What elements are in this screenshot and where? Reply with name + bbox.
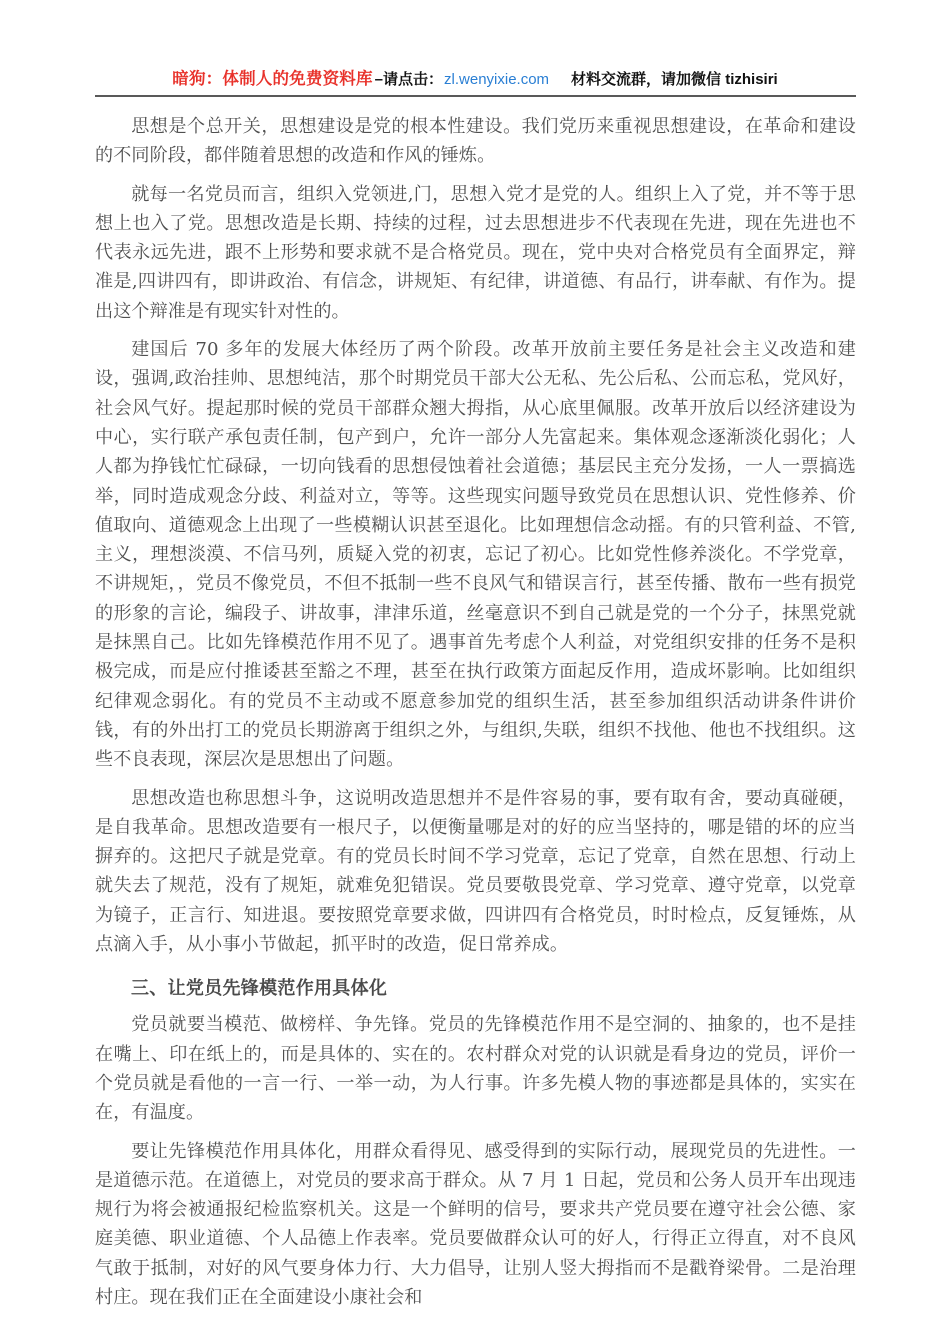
body-paragraph: 党员就要当模范、做榜样、争先锋。党员的先锋模范作用不是空洞的、抽象的，也不是挂在嘴上、印在纸上的，而是具体的、实在的。农村群众对党的认识就是看身边的党员，评价一个党员就是看他的一言一行、一举一动，为人行事。许多先模人物的事迹都是具体的，实实在在，有温度。 <box>95 1014 856 1124</box>
section-heading: 三、让党员先锋模范作用具体化 <box>131 978 388 999</box>
body-paragraph: 就每一名党员而言，组织入党领进,门，思想入党才是党的人。组织上入了党，并不等于思想上也入了党。思想改造是长期、持续的过程，过去思想进步不代表现在先进，现在先进也不代表永远先进，跟不上形势和要求就不是合格党员。现在，党中央对合格党员有全面界定，辩准是,四讲四有，即讲政治、有信念，讲规矩、有纪律，讲道德、有品行，讲奉献、有作为。提出这个辩准是有现实针对性的。 <box>95 183 856 322</box>
header-brand-text: 暗狗：体制人的免费资料库 <box>172 69 373 88</box>
body-paragraph: 思想改造也称思想斗争，这说明改造思想并不是件容易的事，要有取有舍，要动真碰硬，是自我革命。思想改造要有一根尺子，以便衡量哪是对的好的应当坚持的，哪是错的坏的应当摒弃的。这把尺子就是党章。有的党员长时间不学习党章，忘记了党章，自然在思想、行动上就失去了规范，没有了规矩，就难免犯错误。党员要敬畏党章、学习党章、遵守党章，以党章为镜子，正言行、知进退。要按照党章要求做，四讲四有合格党员，时时检点，反复锤炼，从点滴入手，从小事小节做起，抓平时的改造，促日常养成。 <box>95 787 856 956</box>
body-paragraph: 建国后 70 多年的发展大体经历了两个阶段。改革开放前主要任务是社会主义改造和建设，强调,政治挂帅、思想纯洁，那个时期党员干部大公无私、先公后私、公而忘私，党风好，社会风气好。提起那时候的党员干部群众翘大拇指，从心底里佩服。改革开放后以经济建设为中心，实行联产承包责任制，包产到户，允许一部分人先富起来。集体观念逐渐淡化弱化；人人都为挣钱忙忙碌碌，一切向钱看的思想侵蚀着社会道德；基层民主充分发扬，一人一票搞选举，同时造成观念分歧、利益对立，等等。这些现实问题导致党员在思想认识、党性修养、价值取向、道德观念上出现了一些模糊认识甚至退化。比如理想信念动摇。有的只管利益、不管,主义，理想淡漠、不信马列，质疑入党的初衷，忘记了初心。比如党性修养淡化。不学党章，不讲规矩，，党员不像党员，不但不抵制一些不良风气和错误言行，甚至传播、散布一些有损党的形象的言论，编段子、讲故事，津津乐道，丝毫意识不到自己就是党的一个分子，抹黑党就是抹黑自己。比如先锋模范作用不见了。遇事首先考虑个人利益，对党组织安排的任务不是积极完成，而是应付推诿甚至豁之不理，甚至在执行政策方面起反作用，造成坏影响。比如组织纪律观念弱化。有的党员不主动或不愿意参加党的组织生活，甚至参加组织活动讲条件讲价钱，有的外出打工的党员长期游离于组织之外，与组织,失联，组织不找他、他也不找组织。这些不良表现，深层次是思想出了问题。 <box>95 339 856 771</box>
body-paragraph: 思想是个总开关，思想建设是党的根本性建设。我们党历来重视思想建设，在革命和建设的不同阶段，都伴随着思想的改造和作风的锤炼。 <box>95 116 856 167</box>
document-body <box>95 112 856 1321</box>
header-divider-rule <box>95 95 856 97</box>
header-click-prompt: –请点击： <box>374 70 444 88</box>
body-paragraph: 要让先锋模范作用具体化，用群众看得见、感受得到的实际行动，展现党员的先进性。一是道德示范。在道德上，对党员的要求高于群众。从 7 月 1 日起，党员和公务人员开车出现违规行为将会被通报纪检监察机关。这是一个鲜明的信号，要求共产党员要在遵守社会公德、家庭美德、职业道德、个人品德上作表率。党员要做群众认可的好人，行得正立得直，对不良风气敢于抵制，对好的风气要身体力行、大力倡导，让别人竖大拇指而不是戳脊梁骨。二是治理村庄。现在我们正在全面建设小康社会和 <box>95 1140 856 1308</box>
page-header-banner <box>95 62 855 96</box>
header-wechat-text: 材料交流群，请加微信 tizhisiri <box>571 70 778 88</box>
header-text-group <box>172 71 777 88</box>
header-website-link[interactable]: zl.wenyixie.com <box>444 70 550 88</box>
